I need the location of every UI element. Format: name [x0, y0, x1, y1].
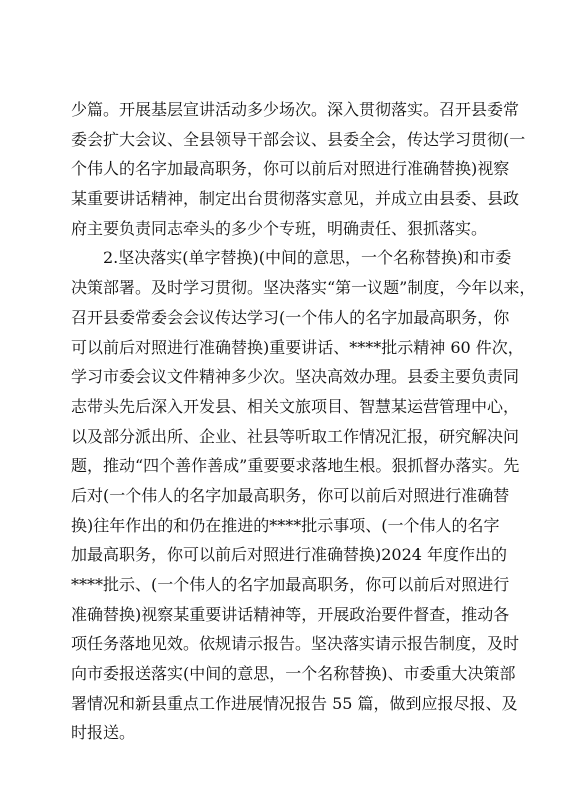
- text-line: 学习市委会议文件精神多少次。坚决高效办理。县委主要负责同: [71, 367, 520, 387]
- text-line: 项任务落地见效。依规请示报告。坚决落实请示报告制度，及时: [71, 634, 520, 654]
- text-line: 某重要讲话精神，制定出台贯彻落实意见，并成立由县委、县政: [71, 189, 520, 209]
- text-line: 后对(一个伟人的名字加最高职务，你可以前后对照进行准确替: [71, 485, 510, 505]
- text-line: 个伟人的名字加最高职务，你可以前后对照进行准确替换)视察: [71, 159, 510, 179]
- text-line: 府主要负责同志牵头的多少个专班，明确责任、狠抓落实。: [71, 218, 488, 238]
- text-line: 署情况和新县重点工作进展情况报告 55 篇，做到应报尽报、及: [71, 693, 518, 713]
- text-line: 少篇。开展基层宣讲活动多少场次。深入贯彻落实。召开县委常: [71, 100, 520, 119]
- text-line: 准确替换)视察某重要讲话精神等，开展政治要件督查，推动各: [71, 604, 510, 624]
- document-body: [71, 95, 536, 748]
- text-line: 换)往年作出的和仍在推进的****批示事项、(一个伟人的名字: [71, 515, 500, 535]
- text-line: 可以前后对照进行准确替换)重要讲话、****批示精神 60 件次，: [71, 337, 524, 357]
- text-line: 委会扩大会议、全县领导干部会议、县委全会，传达学习贯彻(一: [71, 129, 526, 149]
- text-line: 召开县委常委会会议传达学习(一个伟人的名字加最高职务，你: [71, 307, 510, 327]
- text-line: 以及部分派出所、企业、社县等听取工作情况汇报，研究解决问: [71, 426, 520, 446]
- paragraph-1: [71, 95, 526, 243]
- text-line: 志带头先后深入开发县、相关文旅项目、智慧某运营管理中心，: [71, 396, 520, 416]
- text-line: 时报送。: [71, 723, 136, 743]
- text-line: 加最高职务，你可以前后对照进行准确替换)2024 年度作出的: [71, 545, 508, 565]
- text-line: 决策部署。及时学习贯彻。坚决落实“第一议题”制度，今年以来，: [71, 278, 536, 298]
- text-line: 题，推动“四个善作善成”重要要求落地生根。狠抓督办落实。先: [71, 456, 520, 476]
- text-line: 向市委报送落实(中间的意思，一个名称替换)、市委重大决策部: [71, 664, 516, 684]
- text-line: ****批示、(一个伟人的名字加最高职务，你可以前后对照进行: [71, 575, 510, 594]
- paragraph-2: [71, 243, 536, 748]
- text-line: 2.坚决落实(单字替换)(中间的意思，一个名称替换)和市委: [71, 248, 512, 268]
